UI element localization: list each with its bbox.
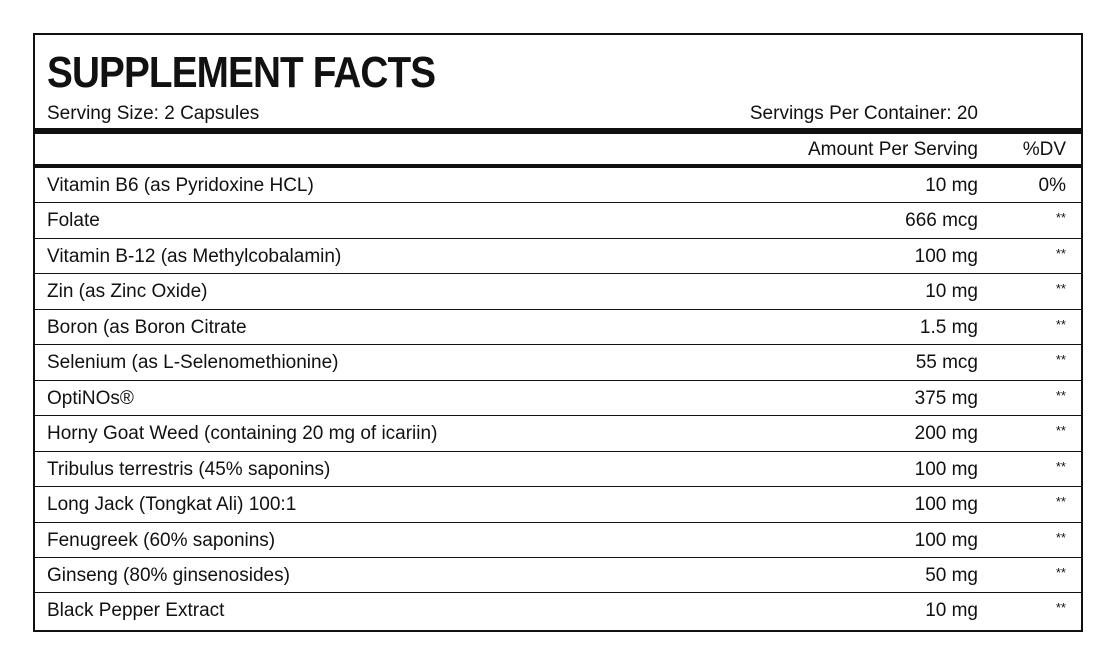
ingredient-amount: 55 mcg <box>915 352 978 374</box>
ingredient-name: Selenium (as L-Selenomethionine) <box>47 352 339 374</box>
ingredient-name: Boron (as Boron Citrate <box>47 316 247 338</box>
ingredient-amount: 10 mg <box>925 281 978 303</box>
ingredient-table <box>35 168 1081 629</box>
ingredient-name: Horny Goat Weed (containing 20 mg of icariin) <box>47 423 438 445</box>
ingredient-amount: 10 mg <box>925 175 978 196</box>
panel-title: SUPPLEMENT FACTS <box>47 48 436 97</box>
ingredient-dv: ** <box>1055 600 1066 616</box>
ingredient-amount: 1.5 mg <box>919 316 978 338</box>
table-row <box>35 381 1081 416</box>
ingredient-dv: ** <box>1055 494 1066 510</box>
ingredient-name: Folate <box>47 210 100 232</box>
dv-column-header: %DV <box>1022 139 1066 160</box>
table-row <box>35 452 1081 487</box>
table-row <box>35 558 1081 593</box>
ingredient-dv: ** <box>1055 423 1066 439</box>
serving-size: Serving Size: 2 Capsules <box>47 103 260 124</box>
table-row <box>35 168 1081 203</box>
table-row <box>35 310 1081 345</box>
ingredient-name: Long Jack (Tongkat Ali) 100:1 <box>47 494 297 516</box>
table-row <box>35 523 1081 558</box>
ingredient-dv: ** <box>1055 458 1066 474</box>
table-row <box>35 203 1081 238</box>
ingredient-amount: 100 mg <box>914 245 978 267</box>
ingredient-name: Ginseng (80% ginsenosides) <box>47 564 290 586</box>
ingredient-dv: ** <box>1055 210 1066 226</box>
table-row <box>35 416 1081 451</box>
ingredient-amount: 10 mg <box>925 600 978 622</box>
ingredient-name: Vitamin B6 (as Pyridoxine HCL) <box>47 175 314 196</box>
ingredient-amount: 100 mg <box>914 529 978 551</box>
ingredient-name: Fenugreek (60% saponins) <box>47 529 276 551</box>
ingredient-dv: 0% <box>1038 175 1066 196</box>
ingredient-name: Black Pepper Extract <box>47 600 225 622</box>
ingredient-dv: ** <box>1055 529 1066 545</box>
ingredient-amount: 200 mg <box>914 423 978 445</box>
ingredient-dv: ** <box>1055 316 1066 332</box>
ingredient-name: Vitamin B-12 (as Methylcobalamin) <box>47 245 342 267</box>
table-row <box>35 274 1081 309</box>
ingredient-dv: ** <box>1055 281 1066 297</box>
ingredient-amount: 375 mg <box>914 387 978 409</box>
ingredient-dv: ** <box>1055 564 1066 580</box>
supplement-facts-panel <box>33 33 1083 632</box>
ingredient-name: Tribulus terrestris (45% saponins) <box>47 458 331 480</box>
servings-per-container: Servings Per Container: 20 <box>749 103 978 124</box>
ingredient-amount: 100 mg <box>914 458 978 480</box>
ingredient-amount: 666 mcg <box>905 210 978 232</box>
ingredient-dv: ** <box>1055 245 1066 261</box>
ingredient-name: OptiNOs® <box>47 387 134 409</box>
ingredient-amount: 50 mg <box>925 564 978 586</box>
ingredient-amount: 100 mg <box>914 494 978 516</box>
amount-column-header: Amount Per Serving <box>807 139 978 160</box>
ingredient-dv: ** <box>1055 352 1066 368</box>
thick-divider <box>35 128 1081 134</box>
table-row <box>35 239 1081 274</box>
table-row <box>35 487 1081 522</box>
table-row <box>35 593 1081 628</box>
ingredient-name: Zin (as Zinc Oxide) <box>47 281 208 303</box>
table-row <box>35 345 1081 380</box>
ingredient-dv: ** <box>1055 387 1066 403</box>
